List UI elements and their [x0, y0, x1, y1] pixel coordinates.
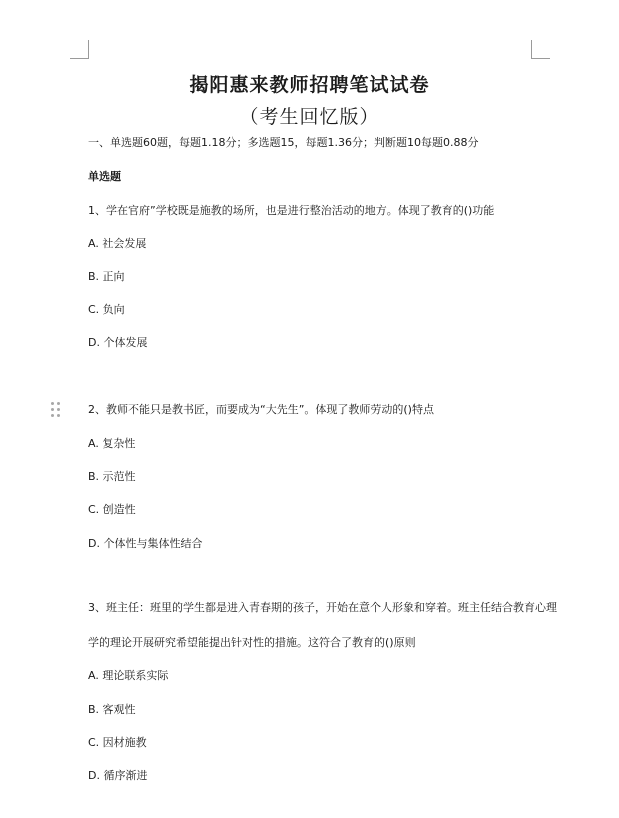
question-3-option-a: A. 理论联系实际 — [88, 669, 169, 682]
question-1-option-d: D. 个体发展 — [88, 336, 148, 349]
document-title: 揭阳惠来教师招聘笔试试卷 — [189, 74, 430, 96]
question-2-option-b: B. 示范性 — [88, 470, 136, 483]
question-3-stem-line-1: 3、班主任：班里的学生都是进入青春期的孩子，开始在意个人形象和穿着。班主任结合教育心理 — [88, 601, 557, 614]
drag-handle-icon[interactable] — [51, 402, 61, 418]
intro-text: 一、单选题60题，每题1.18分；多选题15，每题1.36分；判断题10每题0.88分 — [88, 136, 479, 149]
question-3-option-b: B. 客观性 — [88, 703, 136, 716]
question-3-option-d: D. 循序渐进 — [88, 769, 148, 782]
question-1-stem: 1、学在官府”学校既是施教的场所，也是进行整治活动的地方。体现了教育的()功能 — [88, 204, 495, 217]
question-1-option-b: B. 正向 — [88, 270, 125, 283]
question-2-option-c: C. 创造性 — [88, 503, 136, 516]
question-2-option-a: A. 复杂性 — [88, 437, 136, 450]
question-2-stem: 2、教师不能只是教书匠，而要成为“大先生”。体现了教师劳动的()特点 — [88, 403, 434, 416]
question-3-option-c: C. 因材施教 — [88, 736, 147, 749]
question-1-option-a: A. 社会发展 — [88, 237, 147, 250]
document-subtitle: （考生回忆版） — [239, 106, 380, 128]
question-2-option-d: D. 个体性与集体性结合 — [88, 537, 203, 550]
question-1-option-c: C. 负向 — [88, 303, 125, 316]
question-3-stem-line-2: 学的理论开展研究希望能提出针对性的措施。这符合了教育的()原则 — [88, 636, 416, 649]
crop-mark-top-right — [531, 40, 550, 59]
section-label: 单选题 — [88, 170, 121, 183]
crop-mark-top-left — [70, 40, 89, 59]
